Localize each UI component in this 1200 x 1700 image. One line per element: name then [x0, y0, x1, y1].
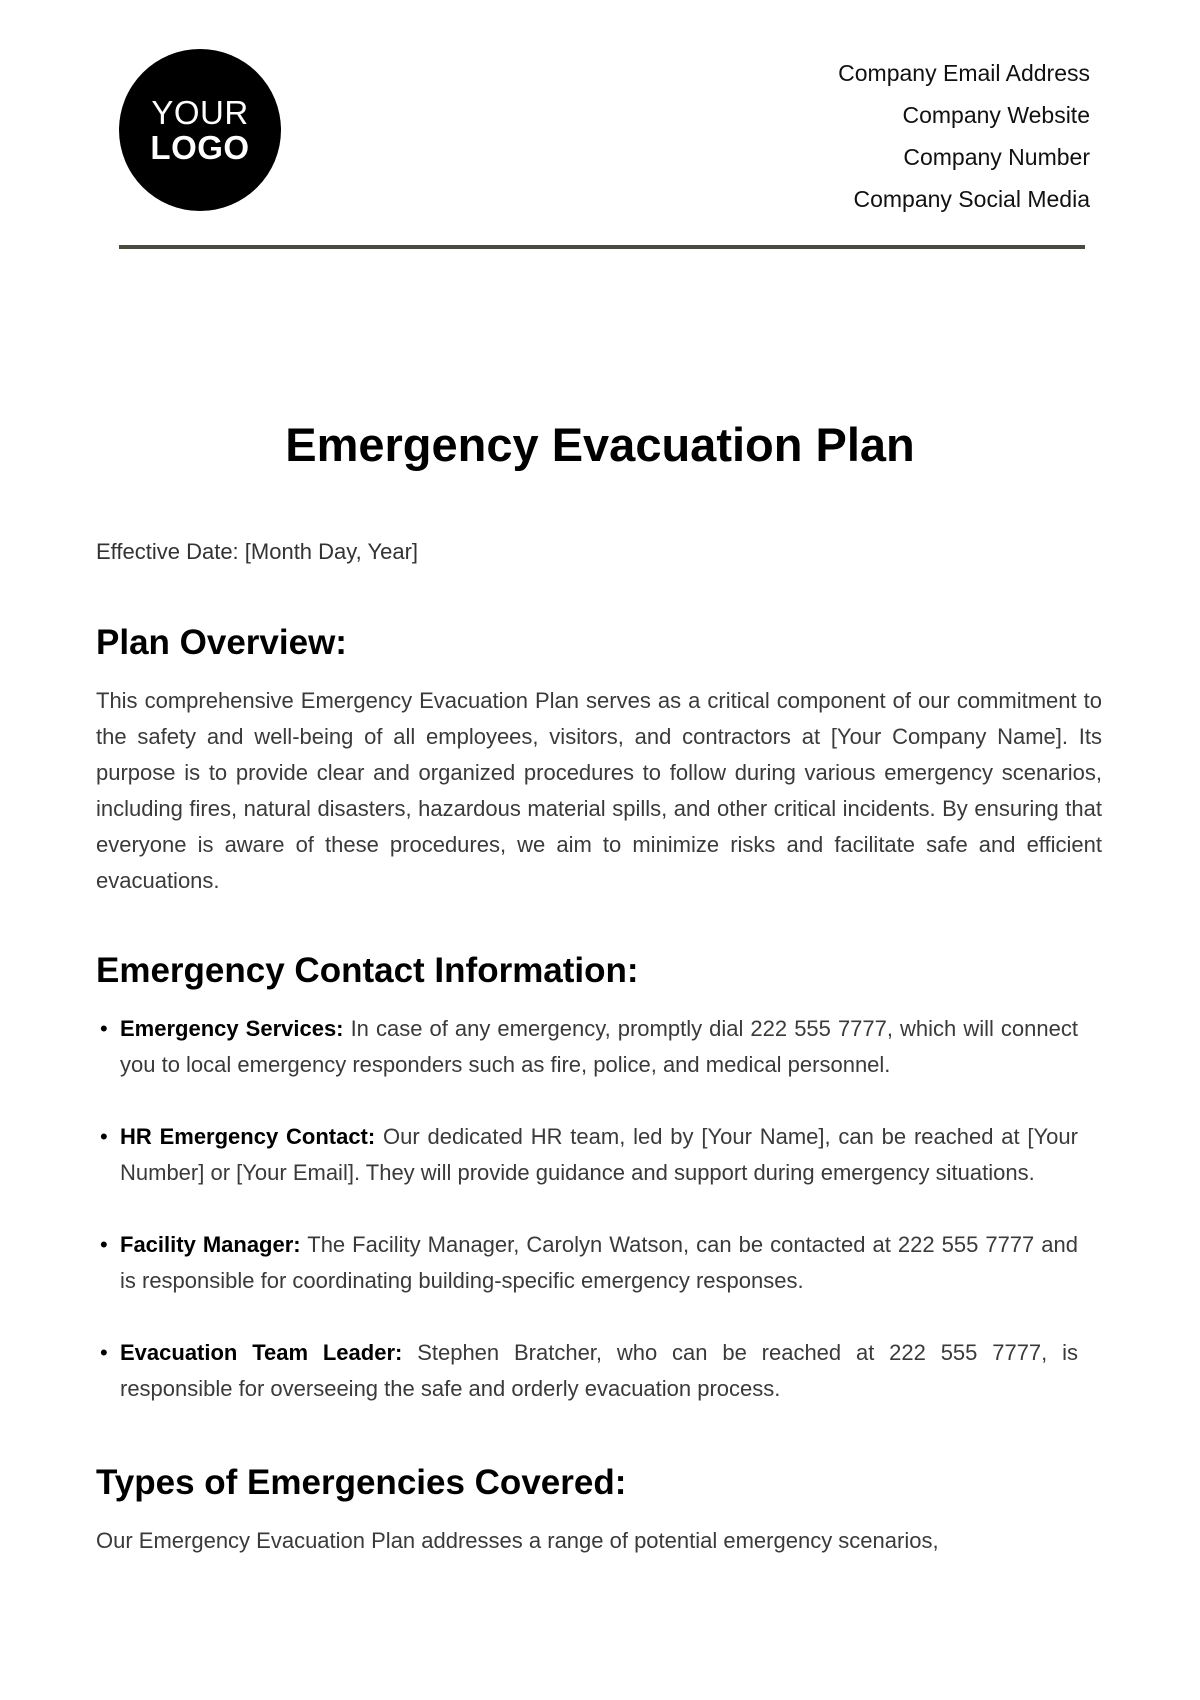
list-item	[96, 1227, 1102, 1299]
company-social-media: Company Social Media	[853, 186, 1090, 212]
section-heading-overview: Plan Overview:	[96, 623, 347, 662]
contact-text: The Facility Manager, Carolyn Watson, can be contacted at 222 555 7777 and is responsible for coordinating building-specific emergency responses.	[120, 1232, 1078, 1293]
section-heading-contacts: Emergency Contact Information:	[96, 951, 639, 990]
company-contact-block	[838, 52, 1090, 220]
contact-label: Facility Manager:	[120, 1232, 301, 1257]
list-item	[96, 1119, 1102, 1191]
contact-list	[96, 1011, 1102, 1407]
logo-line-2: LOGO	[150, 129, 250, 166]
contact-text: Our dedicated HR team, led by [Your Name], can be reached at [Your Number] or [Your Email]. They will provide guidance and support during emergency situations.	[120, 1124, 1078, 1185]
contact-label: Emergency Services:	[120, 1016, 344, 1041]
effective-date: Effective Date: [Month Day, Year]	[96, 539, 419, 564]
overview-paragraph: This comprehensive Emergency Evacuation Plan serves as a critical component of our commitment to the safety and well-being of all employees, visitors, and contractors at [Your Company Name]. Its purpose is to provide clear and organized procedures to follow during various emergency scenarios, including fires, natural disasters, hazardous material spills, and other critical incidents. By ensuring that everyone is aware of these procedures, we aim to minimize risks and facilitate safe and efficient evacuations.	[96, 688, 1102, 893]
contact-text: Stephen Bratcher, who can be reached at 222 555 7777, is responsible for overseeing the safe and orderly evacuation process.	[120, 1340, 1078, 1401]
company-website: Company Website	[902, 102, 1090, 128]
contact-text: In case of any emergency, promptly dial 222 555 7777, which will connect you to local emergency responders such as fire, police, and medical personnel.	[120, 1016, 1078, 1077]
logo-line-1: YOUR	[151, 94, 249, 131]
document-title: Emergency Evacuation Plan	[285, 418, 915, 471]
contact-label: Evacuation Team Leader:	[120, 1340, 403, 1365]
types-paragraph: Our Emergency Evacuation Plan addresses a range of potential emergency scenarios,	[96, 1528, 939, 1553]
document-body	[96, 535, 1102, 1559]
list-item	[96, 1335, 1102, 1407]
header-divider	[119, 245, 1085, 249]
company-email: Company Email Address	[838, 60, 1090, 86]
section-heading-types: Types of Emergencies Covered:	[96, 1463, 627, 1502]
list-item	[96, 1011, 1102, 1083]
company-number: Company Number	[903, 144, 1090, 170]
company-logo	[119, 49, 281, 211]
contact-label: HR Emergency Contact:	[120, 1124, 376, 1149]
